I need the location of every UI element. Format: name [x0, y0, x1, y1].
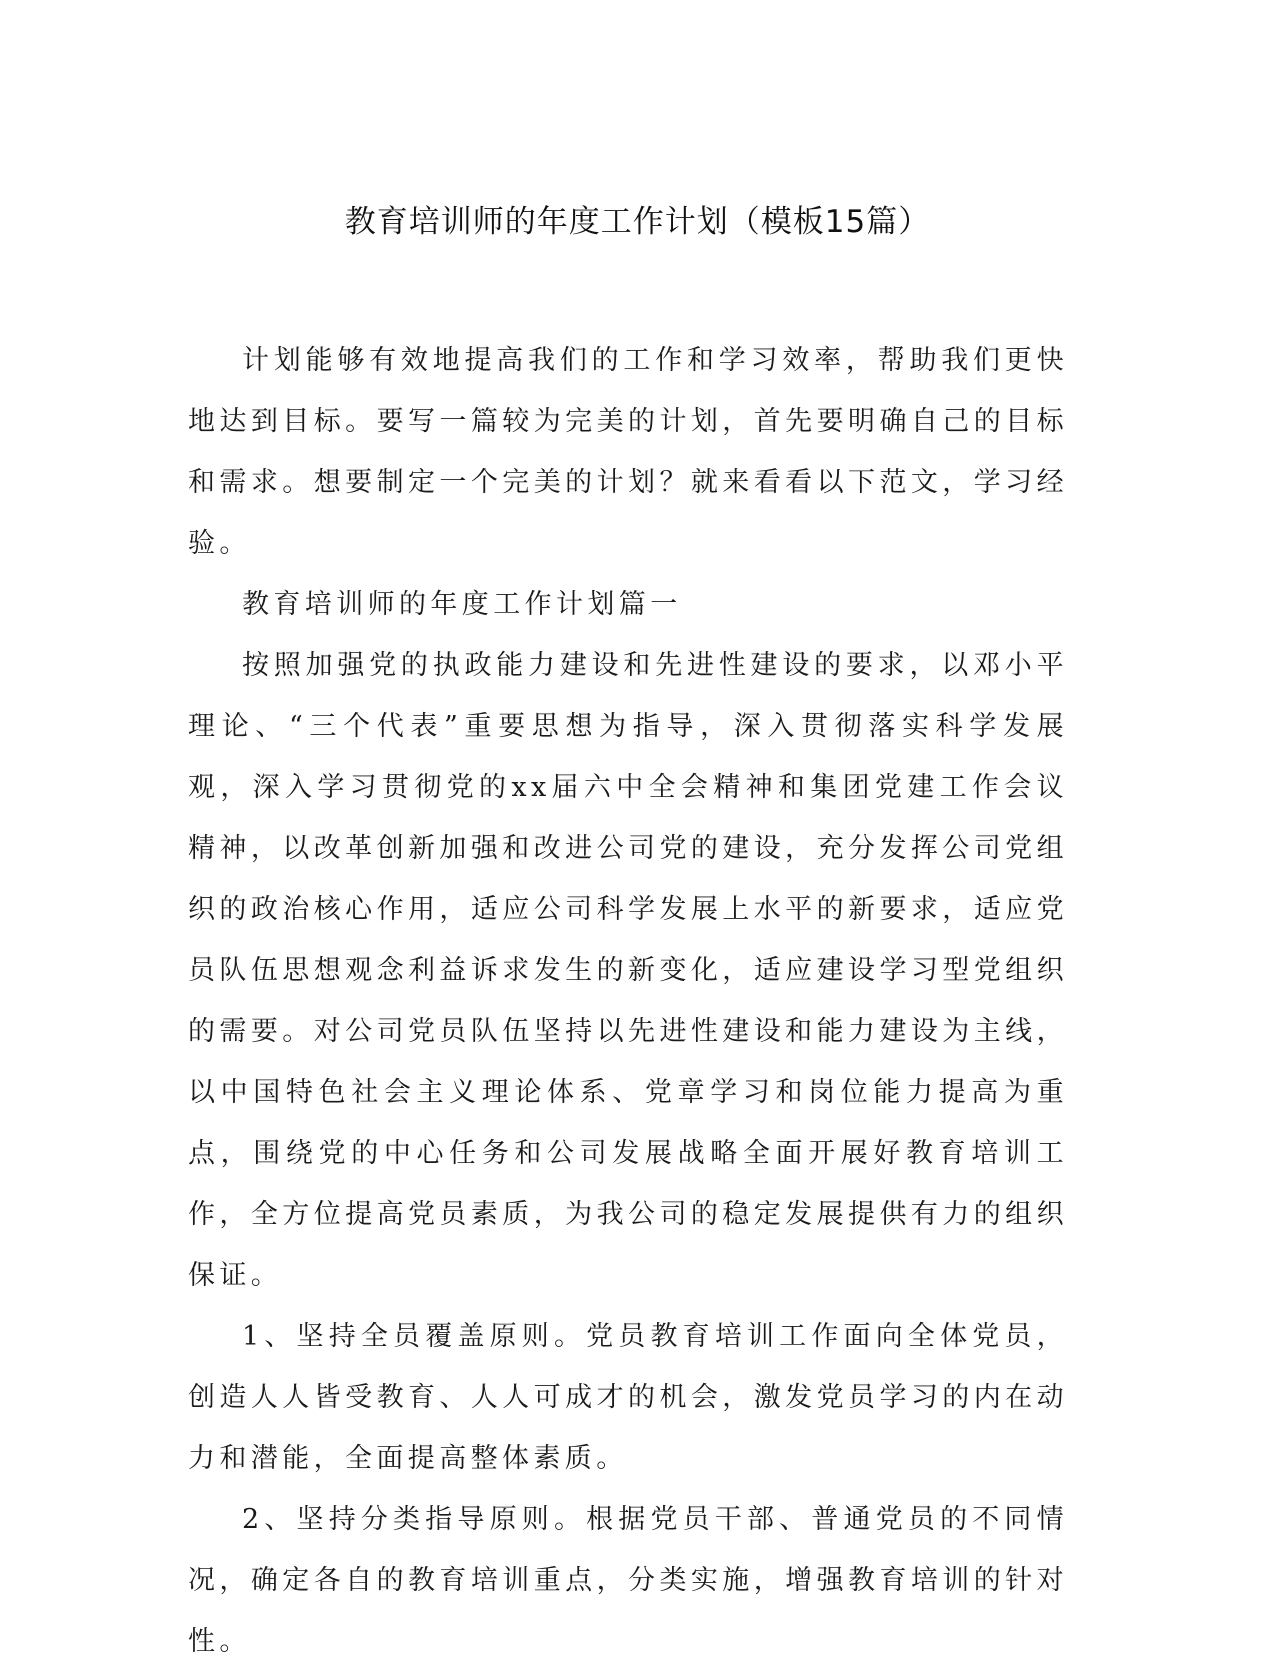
document-title: 教育培训师的年度工作计划（模板15篇）	[344, 204, 931, 240]
section-heading: 教育培训师的年度工作计划篇一	[242, 589, 682, 620]
paragraph-intro: 计划能够有效地提高我们的工作和学习效率，帮助我们更快地达到目标。要写一篇较为完美的计划，首先要明确自己的目标和需求。想要制定一个完美的计划？就来看看以下范文，学习经验。	[188, 345, 1068, 559]
document-body	[188, 330, 1068, 1672]
paragraph-guiding-ideology: 按照加强党的执政能力建设和先进性建设的要求，以邓小平理论、“三个代表”重要思想为指导，深入贯彻落实科学发展观，深入学习贯彻党的xx届六中全会精神和集团党建工作会议精神，以改革创新加强和改进公司党的建设，充分发挥公司党组织的政治核心作用，适应公司科学发展上水平的新要求，适应党员队伍思想观念利益诉求发生的新变化，适应建设学习型党组织的需要。对公司党员队伍坚持以先进性建设和能力建设为主线，以中国特色社会主义理论体系、党章学习和岗位能力提高为重点，围绕党的中心任务和公司发展战略全面开展好教育培训工作，全方位提高党员素质，为我公司的稳定发展提供有力的组织保证。	[188, 650, 1068, 1291]
paragraph-principle-1: 1、坚持全员覆盖原则。党员教育培训工作面向全体党员，创造人人皆受教育、人人可成才的机会，激发党员学习的内在动力和潜能，全面提高整体素质。	[188, 1321, 1068, 1474]
paragraph-principle-2: 2、坚持分类指导原则。根据党员干部、普通党员的不同情况，确定各自的教育培训重点，分类实施，增强教育培训的针对性。	[188, 1504, 1068, 1657]
